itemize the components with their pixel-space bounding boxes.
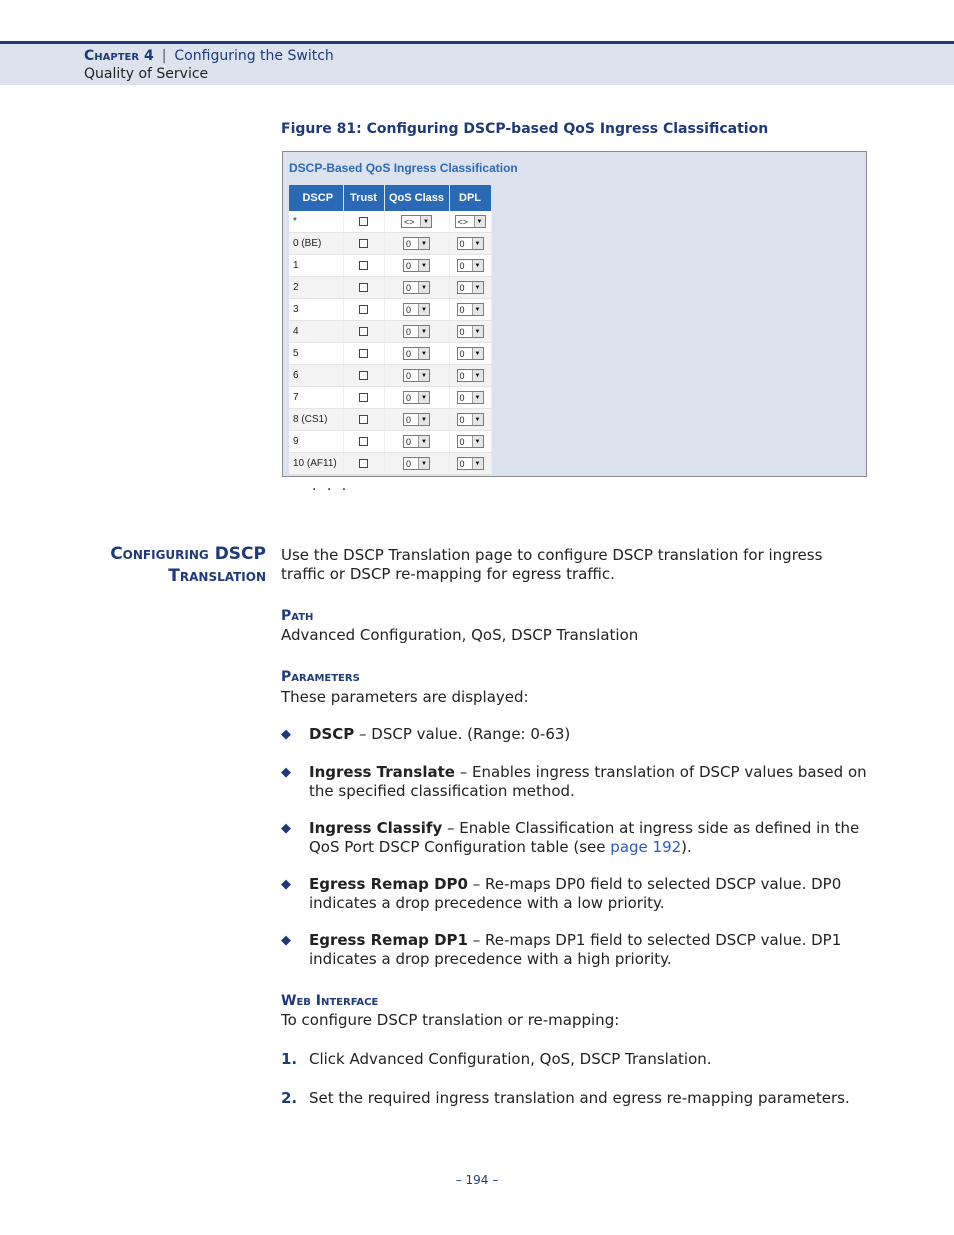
- qos-class-cell: [384, 277, 449, 299]
- dscp-cell: 6: [289, 365, 343, 387]
- table-row: [289, 211, 491, 233]
- dpl-select[interactable]: [457, 237, 484, 250]
- column-header-dscp: DSCP: [289, 185, 343, 211]
- qos-class-value: 0: [406, 238, 412, 249]
- qos-class-value: 0: [406, 260, 412, 271]
- param-term: Ingress Classify: [309, 819, 443, 837]
- qos-class-cell: [384, 255, 449, 277]
- page-number: – 194 –: [455, 1173, 499, 1187]
- column-header-dpl: DPL: [449, 185, 491, 211]
- step-text: Set the required ingress translation and egress re-mapping parameters.: [309, 1089, 850, 1107]
- dpl-select[interactable]: [457, 259, 484, 272]
- chevron-down-icon: ▼: [472, 348, 483, 359]
- trust-checkbox[interactable]: [359, 217, 368, 226]
- diamond-bullet-icon: ◆: [281, 727, 291, 742]
- trust-checkbox[interactable]: [359, 371, 368, 380]
- trust-checkbox[interactable]: [359, 393, 368, 402]
- table-row: [289, 299, 491, 321]
- table-row: [289, 255, 491, 277]
- qos-class-value: 0: [406, 414, 412, 425]
- chevron-down-icon: ▼: [418, 458, 429, 469]
- qos-class-select[interactable]: [403, 259, 430, 272]
- dpl-cell: [449, 431, 491, 453]
- dpl-value: 0: [459, 458, 465, 469]
- trust-checkbox[interactable]: [359, 415, 368, 424]
- trust-cell: [343, 343, 384, 365]
- chapter-title: Configuring the Switch: [174, 48, 334, 64]
- chevron-down-icon: ▼: [472, 326, 483, 337]
- dpl-select[interactable]: [457, 391, 484, 404]
- parameters-intro: These parameters are displayed:: [281, 688, 529, 706]
- column-header-qos-class: QoS Class: [384, 185, 449, 211]
- chevron-down-icon: ▼: [418, 260, 429, 271]
- dpl-select[interactable]: [457, 457, 484, 470]
- qos-class-select[interactable]: [403, 237, 430, 250]
- chevron-down-icon: ▼: [474, 216, 485, 227]
- dpl-select[interactable]: [457, 347, 484, 360]
- qos-class-value: 0: [406, 348, 412, 359]
- param-term: Egress Remap DP0: [309, 875, 468, 893]
- chapter-label: Chapter 4: [84, 48, 154, 64]
- trust-cell: [343, 365, 384, 387]
- dscp-cell: 7: [289, 387, 343, 409]
- trust-checkbox[interactable]: [359, 327, 368, 336]
- web-interface-intro: To configure DSCP translation or re-mapping:: [281, 1011, 620, 1029]
- qos-class-select[interactable]: [403, 325, 430, 338]
- diamond-bullet-icon: ◆: [281, 821, 291, 836]
- trust-cell: [343, 277, 384, 299]
- chevron-down-icon: ▼: [418, 392, 429, 403]
- parameters-heading: Parameters: [281, 669, 360, 685]
- qos-class-cell: [384, 409, 449, 431]
- chevron-down-icon: ▼: [418, 326, 429, 337]
- figure-caption: Figure 81: Configuring DSCP-based QoS Ingress Classification: [281, 121, 769, 137]
- trust-cell: [343, 299, 384, 321]
- trust-cell: [343, 387, 384, 409]
- dpl-value: 0: [459, 282, 465, 293]
- dpl-cell: [449, 387, 491, 409]
- dpl-cell: [449, 211, 491, 233]
- qos-class-value: <>: [404, 216, 415, 227]
- dscp-classification-table: [289, 185, 492, 475]
- dscp-cell: 3: [289, 299, 343, 321]
- dpl-value: 0: [459, 392, 465, 403]
- qos-class-value: 0: [406, 326, 412, 337]
- dpl-select[interactable]: [457, 303, 484, 316]
- dpl-cell: [449, 233, 491, 255]
- dpl-value: <>: [457, 216, 469, 227]
- trust-checkbox[interactable]: [359, 261, 368, 270]
- diamond-bullet-icon: ◆: [281, 765, 291, 780]
- qos-class-value: 0: [406, 458, 412, 469]
- param-term: Egress Remap DP1: [309, 931, 468, 949]
- chevron-down-icon: ▼: [472, 414, 483, 425]
- dpl-value: 0: [459, 326, 465, 337]
- path-text: Advanced Configuration, QoS, DSCP Translation: [281, 626, 639, 644]
- qos-class-cell: [384, 299, 449, 321]
- qos-class-select[interactable]: [403, 303, 430, 316]
- qos-class-value: 0: [406, 392, 412, 403]
- dscp-cell: 1: [289, 255, 343, 277]
- qos-class-value: 0: [406, 436, 412, 447]
- table-row: [289, 431, 491, 453]
- dscp-cell: 2: [289, 277, 343, 299]
- dpl-select[interactable]: [455, 215, 486, 228]
- chevron-down-icon: ▼: [420, 216, 431, 227]
- dpl-cell: [449, 255, 491, 277]
- dscp-cell: 4: [289, 321, 343, 343]
- table-row: [289, 277, 491, 299]
- step-number: 1.: [281, 1050, 298, 1068]
- chevron-down-icon: ▼: [418, 348, 429, 359]
- page-link[interactable]: page 192: [610, 838, 682, 856]
- param-term: DSCP: [309, 725, 355, 743]
- qos-class-value: 0: [406, 370, 412, 381]
- table-row: [289, 365, 491, 387]
- dpl-select[interactable]: [457, 435, 484, 448]
- trust-cell: [343, 255, 384, 277]
- chevron-down-icon: ▼: [418, 370, 429, 381]
- section-title-line2: Translation: [168, 566, 266, 586]
- trust-checkbox[interactable]: [359, 459, 368, 468]
- diamond-bullet-icon: ◆: [281, 877, 291, 892]
- dpl-cell: [449, 365, 491, 387]
- running-header: [0, 41, 954, 85]
- continuation-ellipsis: . . .: [312, 478, 350, 494]
- dscp-cell: 10 (AF11): [289, 453, 343, 475]
- trust-cell: [343, 453, 384, 475]
- chevron-down-icon: ▼: [418, 436, 429, 447]
- chevron-down-icon: ▼: [472, 304, 483, 315]
- param-desc: – Enables ingress translation of DSCP values based on the specified classification method.: [309, 763, 867, 800]
- step-number: 2.: [281, 1089, 298, 1107]
- trust-checkbox[interactable]: [359, 437, 368, 446]
- qos-class-select[interactable]: [403, 391, 430, 404]
- trust-cell: [343, 211, 384, 233]
- chevron-down-icon: ▼: [472, 458, 483, 469]
- qos-class-cell: [384, 343, 449, 365]
- chapter-line: [84, 48, 334, 64]
- web-interface-heading: Web Interface: [281, 993, 379, 1009]
- trust-cell: [343, 321, 384, 343]
- table-row: [289, 343, 491, 365]
- chevron-down-icon: ▼: [418, 282, 429, 293]
- chevron-down-icon: ▼: [418, 304, 429, 315]
- diamond-bullet-icon: ◆: [281, 933, 291, 948]
- chevron-down-icon: ▼: [472, 260, 483, 271]
- qos-class-select[interactable]: [403, 369, 430, 382]
- chevron-down-icon: ▼: [472, 370, 483, 381]
- qos-class-cell: [384, 321, 449, 343]
- qos-class-cell: [384, 211, 449, 233]
- dpl-value: 0: [459, 414, 465, 425]
- qos-class-value: 0: [406, 282, 412, 293]
- dpl-value: 0: [459, 370, 465, 381]
- qos-class-cell: [384, 365, 449, 387]
- trust-cell: [343, 233, 384, 255]
- param-desc: – Re-maps DP0 field to selected DSCP value. DP0 indicates a drop precedence with a low priority.: [309, 875, 842, 912]
- section-name: Quality of Service: [84, 66, 209, 82]
- qos-class-cell: [384, 431, 449, 453]
- dpl-select[interactable]: [457, 325, 484, 338]
- chevron-down-icon: ▼: [472, 436, 483, 447]
- dscp-cell: 5: [289, 343, 343, 365]
- chevron-down-icon: ▼: [418, 238, 429, 249]
- dpl-select[interactable]: [457, 281, 484, 294]
- dscp-cell: 8 (CS1): [289, 409, 343, 431]
- header-separator: |: [161, 48, 167, 64]
- dscp-cell: *: [289, 211, 343, 233]
- section-title: [60, 543, 266, 587]
- qos-class-select[interactable]: [403, 413, 430, 426]
- trust-checkbox[interactable]: [359, 283, 368, 292]
- dpl-select[interactable]: [457, 369, 484, 382]
- dpl-value: 0: [459, 436, 465, 447]
- table-row: [289, 233, 491, 255]
- table-row: [289, 409, 491, 431]
- qos-class-select[interactable]: [401, 215, 432, 228]
- trust-cell: [343, 431, 384, 453]
- qos-class-cell: [384, 387, 449, 409]
- qos-class-select[interactable]: [403, 457, 430, 470]
- dpl-cell: [449, 299, 491, 321]
- dpl-cell: [449, 453, 491, 475]
- qos-class-value: 0: [406, 304, 412, 315]
- dpl-value: 0: [459, 260, 465, 271]
- dpl-cell: [449, 277, 491, 299]
- column-header-trust: Trust: [343, 185, 384, 211]
- section-intro: Use the DSCP Translation page to configure DSCP translation for ingress traffic or DSCP re-mapping for egress traffic.: [281, 546, 823, 583]
- qos-class-cell: [384, 453, 449, 475]
- path-heading: Path: [281, 608, 314, 624]
- trust-checkbox[interactable]: [359, 239, 368, 248]
- dpl-cell: [449, 343, 491, 365]
- dpl-value: 0: [459, 304, 465, 315]
- param-term: Ingress Translate: [309, 763, 455, 781]
- trust-checkbox[interactable]: [359, 305, 368, 314]
- param-desc: – Enable Classification at ingress side as defined in the QoS Port DSCP Configuration table (see: [309, 819, 860, 856]
- panel-title: DSCP-Based QoS Ingress Classification: [289, 161, 518, 175]
- qos-class-cell: [384, 233, 449, 255]
- table-header-row: [289, 185, 491, 211]
- chevron-down-icon: ▼: [472, 238, 483, 249]
- dscp-cell: 0 (BE): [289, 233, 343, 255]
- figure-screenshot: [282, 151, 867, 477]
- step-text: Click Advanced Configuration, QoS, DSCP Translation.: [309, 1050, 712, 1068]
- chevron-down-icon: ▼: [472, 392, 483, 403]
- dpl-cell: [449, 409, 491, 431]
- qos-class-select[interactable]: [403, 281, 430, 294]
- trust-checkbox[interactable]: [359, 349, 368, 358]
- dpl-value: 0: [459, 238, 465, 249]
- chevron-down-icon: ▼: [472, 282, 483, 293]
- trust-cell: [343, 409, 384, 431]
- chevron-down-icon: ▼: [418, 414, 429, 425]
- dpl-value: 0: [459, 348, 465, 359]
- dscp-cell: 9: [289, 431, 343, 453]
- dpl-cell: [449, 321, 491, 343]
- param-desc: – DSCP value. (Range: 0-63): [354, 725, 571, 743]
- param-desc: – Re-maps DP1 field to selected DSCP value. DP1 indicates a drop precedence with a high priority.: [309, 931, 842, 968]
- qos-class-select[interactable]: [403, 435, 430, 448]
- table-row: [289, 321, 491, 343]
- param-desc-end: ).: [681, 838, 692, 856]
- qos-class-select[interactable]: [403, 347, 430, 360]
- table-row: [289, 453, 491, 475]
- section-title-line1: Configuring DSCP: [110, 544, 266, 564]
- dpl-select[interactable]: [457, 413, 484, 426]
- table-row: [289, 387, 491, 409]
